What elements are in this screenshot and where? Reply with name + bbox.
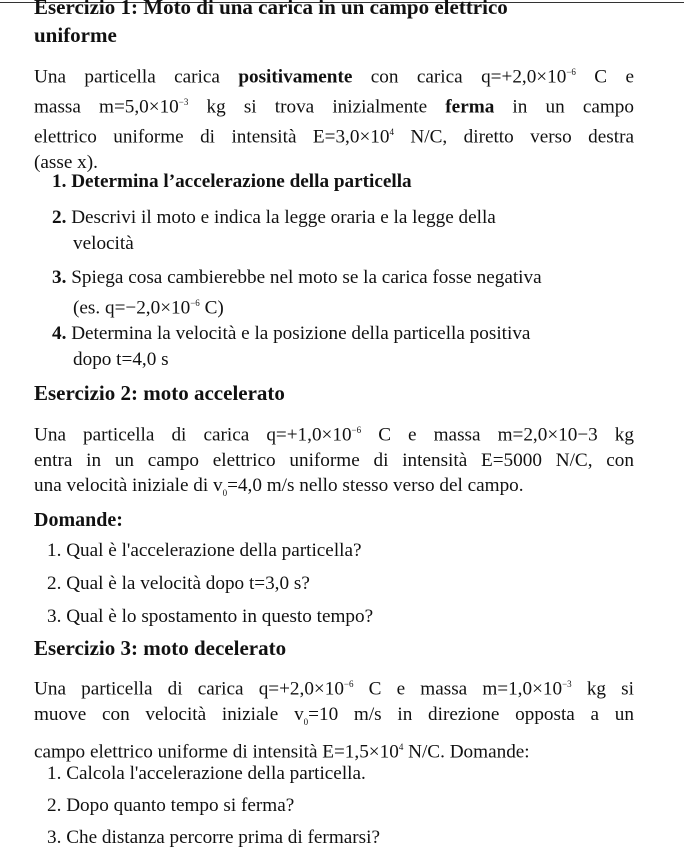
ex3-intro: [34, 672, 634, 765]
ex3-question-1: 1. Calcola l'accelerazione della particella.: [47, 763, 366, 784]
ex2-intro: [34, 418, 634, 507]
ex2-domande-heading: Domande:: [34, 509, 123, 531]
ex3-intro-line3: campo elettrico uniforme di intensità $E=1,5\times 10^4$ N/C. Domande:: [34, 741, 530, 763]
ex1-question-2: 2. Descrivi il moto e indica la legge oraria e la legge della: [52, 207, 496, 228]
ex1-question-4: 4. Determina la velocità e la posizione della particella positiva: [52, 323, 531, 344]
ex2-title: Esercizio 2: moto accelerato: [34, 381, 285, 405]
ex3-title: Esercizio 3: moto decelerato: [34, 636, 287, 660]
ex1-intro: [34, 60, 634, 175]
ex2-question-1: 1. Qual è l'accelerazione della particella?: [47, 540, 362, 561]
ex1-intro-line4: (asse x).: [34, 151, 98, 173]
ex1-intro-line3: elettrico uniforme di intensità $E=3,0\times 10^4$ N/C, diretto verso destra: [34, 126, 635, 148]
ex1-question-3: 3. Spiega cosa cambierebbe nel moto se la carica fosse negativa: [52, 267, 542, 288]
ex2-intro-line1: Una particella di carica $q=+1,0\times 10^{-6}$ C e massa m=2,0×10−3 kg: [34, 424, 634, 446]
ex1-question-2-cont: velocità: [73, 233, 134, 254]
ex1-intro-line2: massa $m=5,0\times 10^{-3}$ kg si trova inizialmente ferma in un campo: [34, 96, 634, 118]
ex2-intro-line2: entra in un campo elettrico uniforme di intensità E=5000 N/C, con: [34, 449, 634, 471]
ex2-intro-line3: una velocità iniziale di $v_0=4,0$ m/s nello stesso verso del campo.: [34, 475, 524, 499]
ex1-title-line2: uniforme: [34, 23, 117, 47]
ex3-intro-line2: muove con velocità iniziale $v_0=10$ m/s in direzione opposta a un: [34, 703, 634, 727]
ex1-question-4-cont: dopo t=4,0 s: [73, 349, 169, 370]
ex3-intro-line1: Una particella di carica $q=+2,0\times 10^{-6}$ C e massa $m=1,0\times 10^{-3}$ kg si: [34, 678, 634, 700]
ex1-question-1: 1. Determina l’accelerazione della particella: [52, 171, 412, 192]
ex2-question-2: 2. Qual è la velocità dopo t=3,0 s?: [47, 573, 310, 594]
ex3-question-3: 3. Che distanza percorre prima di fermarsi?: [47, 827, 380, 848]
ex1-intro-line1: Una particella carica positivamente con carica $q=+2,0\times 10^{-6}$ C e: [34, 66, 634, 88]
ex2-question-3: 3. Qual è lo spostamento in questo tempo?: [47, 606, 374, 627]
ex3-question-2: 2. Dopo quanto tempo si ferma?: [47, 795, 295, 816]
ex1-question-3-cont: (es. $q=-2,0\times 10^{-6}$ C): [73, 297, 224, 319]
ex1-title-line1: Esercizio 1: Moto di una carica in un campo elettrico: [34, 0, 508, 19]
